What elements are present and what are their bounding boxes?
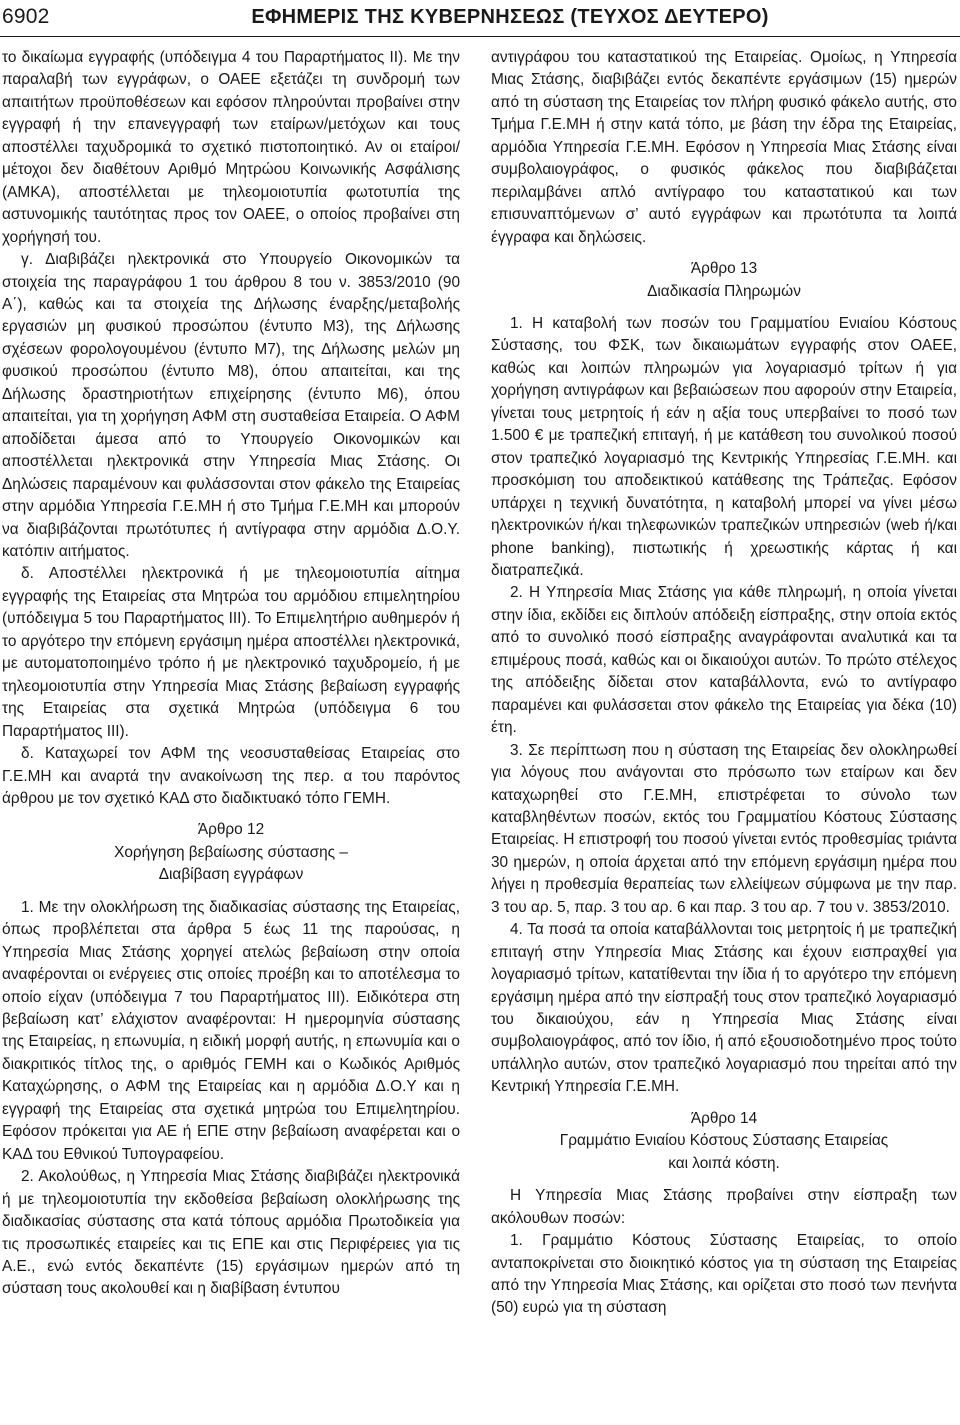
paragraph: δ. Καταχωρεί τον ΑΦΜ της νεοσυσταθείσας Εταιρείας στο Γ.Ε.ΜΗ και αναρτά την ανακοίνωση της περ. α του παρόντος άρθρου με τον σχετικό ΚΑΔ στο διαδικτυακό τόπο ΓΕΜΗ. <box>2 745 460 807</box>
paragraph: δ. Αποστέλλει ηλεκτρονικά ή με τηλεομοιοτυπία αίτημα εγγραφής της Εταιρείας στα Μητρώα του αρμόδιου επιμελητηρίου (υπόδειγμα 5 του Παραρτήματος ΙΙΙ). Το Επιμελητήριο αυθημερόν ή το αργότερο την επόμενη εργάσιμη ημέρα αποστέλλει ηλεκτρονικά, με αυτοματοποιημένο τρόπο ή με ηλεκτρονικό ταχυδρομείο, ή με τηλεομοιοτυπία στην Υπηρεσία Μιας Στάσης βεβαίωση εγγραφής της Εταιρείας στα σχετικά Μητρώα (υπόδειγμα 6 του Παραρτήματος ΙΙΙ). <box>2 565 460 740</box>
paragraph: 1. Γραμμάτιο Κόστους Σύστασης Εταιρείας, το οποίο ανταποκρίνεται στο διοικητικό κόστος για τη σύσταση της Εταιρείας από την Υπηρεσία Μιας Στάσης, και ορίζεται στο ποσό των πενήντα (50) ευρώ για τη σύσταση <box>491 1232 957 1317</box>
article-number: Άρθρο 12 <box>197 821 265 839</box>
paragraph: Η Υπηρεσία Μιας Στάσης προβαίνει στην είσπραξη των ακόλουθων ποσών: <box>491 1187 957 1227</box>
gazette-title: ΕΦΗΜΕΡΙΣ ΤΗΣ ΚΥΒΕΡΝΗΣΕΩΣ (ΤΕΥΧΟΣ ΔΕΥΤΕΡΟ) <box>251 6 769 28</box>
article-13-heading <box>491 258 957 303</box>
article-number: Άρθρο 13 <box>690 260 758 278</box>
header-rule <box>0 36 960 37</box>
left-column <box>2 47 460 1301</box>
page-header <box>0 0 960 42</box>
article-title: Διαδικασία Πληρωμών <box>647 282 801 300</box>
article-title: και λοιπά κόστη. <box>668 1154 780 1172</box>
article-12-heading <box>2 819 460 886</box>
paragraph: 2. Η Υπηρεσία Μιας Στάσης για κάθε πληρωμή, η οποία γίνεται στην ίδια, εκδίδει εις διπλούν απόδειξη είσπραξης, στην οποία εκτός από το συνολικό ποσό είσπραξης αναγράφονται αναλυτικά και τα επιμέρους ποσά, καθώς και οι δικαιούχοι αυτών. Το πρώτο στέλεχος της απόδειξης δίδεται στον καταβάλλοντα, ενώ το αντίγραφο παραμένει και φυλάσσεται στον φάκελο της Εταιρείας για δέκα (10) έτη. <box>491 584 957 737</box>
right-column <box>491 47 957 1320</box>
paragraph: 3. Σε περίπτωση που η σύσταση της Εταιρείας δεν ολοκληρωθεί για λόγους που ανάγονται στο πρόσωπο των εταίρων και δεν καταχωρηθεί στο Γ.Ε.ΜΗ, επιστρέφεται το σύνολο των καταβληθέντων ποσών, εκτός του Γραμματίου Κόστους Σύστασης Εταιρείας. Η επιστροφή του ποσού γίνεται εντός προθεσμίας τριάντα 30 ημερών, η οποία άρχεται από την επόμενη εργάσιμη ημέρα που λήγει η προθεσμία θεραπείας των ελλείψεων σύμφωνα με την παρ. 3 του αρ. 5, παρ. 3 του αρ. 6 και παρ. 3 του αρ. 7 του ν. 3853/2010. <box>491 741 957 916</box>
article-title: Χορήγηση βεβαίωσης σύστασης – <box>114 843 348 861</box>
paragraph: 2. Ακολούθως, η Υπηρεσία Μιας Στάσης διαβιβάζει ηλεκτρονικά ή με τηλεομοιοτυπία την εκδοθείσα βεβαίωση ολοκλήρωσης της διαδικασίας σύστασης στα κατά τόπους αρμόδια Πρωτοδικεία για τις προσωπικές εταιρείες και τις ΕΠΕ και στις Περιφέρειες για τις Α.Ε., ενώ εντός δεκαπέντε (15) εργάσιμων ημερών από τη σύσταση τους ακολουθεί και η διαβίβαση έντυπου <box>2 1168 460 1298</box>
paragraph: γ. Διαβιβάζει ηλεκτρονικά στο Υπουργείο Οικονομικών τα στοιχεία της παραγράφου 1 του άρθρου 8 του ν. 3853/2010 (90 Α΄), καθώς και τα στοιχεία της Δήλωσης έναρξης/μεταβολής εργασιών μη φυσικού προσώπου (έντυπο Μ3), της Δήλωσης σχέσεων φορολογουμένου (έντυπο Μ7), της Δήλωσης μελών μη φυσικού προσώπου (έντυπο Μ8), όπου απαιτείται, και της Δήλωσης δραστηριοτήτων επιχείρησης (έντυπο Μ6), όπου απαιτείται, για τη χορήγηση ΑΦΜ στη συσταθείσα Εταιρεία. Ο ΑΦΜ αποδίδεται άμεσα από το Υπουργείο Οικονομικών και αποστέλλεται ηλεκτρονικά στην Υπηρεσία Μιας Στάσης. Οι Δηλώσεις παραμένουν και φυλάσσονται στον φάκελο της Εταιρείας στην αρμόδια Υπηρεσία Γ.Ε.ΜΗ ή στο Τμήμα Γ.Ε.ΜΗ και μπορούν να διαβιβάζονται πρωτότυπες ή αντίγραφα στην αρμόδια Δ.Ο.Υ. κατόπιν αιτήματος. <box>2 251 460 560</box>
article-14-heading <box>491 1108 957 1175</box>
article-number: Άρθρο 14 <box>690 1109 758 1127</box>
article-title: Διαβίβαση εγγράφων <box>158 866 304 884</box>
paragraph: 1. Με την ολοκλήρωση της διαδικασίας σύστασης της Εταιρείας, όπως προβλέπεται στα άρθρα 5 έως 11 της παρούσας, η Υπηρεσία Μιας Στάσης χορηγεί ατελώς βεβαίωση στην οποία αναφέρονται οι ενέργειες στις οποίες προέβη και το αποτέλεσμα το οποίο είχαν (υπόδειγμα 7 του Παραρτήματος ΙΙΙ). Ειδικότερα στη βεβαίωση κατ’ ελάχιστον αναφέρονται: Η ημερομηνία σύστασης της Εταιρείας, η επωνυμία, η ειδική μορφή αυτής, η επωνυμία και ο διακριτικός τίτλος της, ο αριθμός ΓΕΜΗ και ο Κωδικός Αριθμός Καταχώρησης, ο ΑΦΜ της Εταιρείας και η αρμόδια Δ.Ο.Υ και η εγγραφή της Εταιρείας στα σχετικά μητρώα του Επιμελητηρίου. Εφόσον πρόκειται για ΑΕ ή ΕΠΕ στην βεβαίωση αναφέρεται και ο ΚΑΔ του Εθνικού Τυπογραφείου. <box>2 898 460 1163</box>
article-title: Γραμμάτιο Ενιαίου Κόστους Σύστασης Εταιρείας <box>559 1132 889 1150</box>
paragraph: 4. Τα ποσά τα οποία καταβάλλονται τοις μετρητοίς ή με τραπεζική επιταγή στην Υπηρεσία Μιας Στάσης και έχουν εισπραχθεί για λογαριασμό τρίτων, κατατίθενται την ίδια ή το αργότερο την επόμενη εργάσιμη ημέρα από την είσπραξή τους στον τραπεζικό λογαριασμό του δικαιούχου, εάν η Υπηρεσία Μιας Στάσης είναι συμβολαιογράφος, από τον ίδιο, ή από εξουσιοδοτημένο προς τούτο υπάλληλο αυτών, στον τραπεζικό λογαριασμό που τηρείται από την Κεντρική Υπηρεσία Γ.Ε.ΜΗ. <box>491 921 957 1096</box>
paragraph: αντιγράφου του καταστατικού της Εταιρείας. Ομοίως, η Υπηρεσία Μιας Στάσης, διαβιβάζει εντός δεκαπέντε εργάσιμων (15) ημερών από τη σύσταση της Εταιρείας τον πλήρη φυσικό φάκελο αυτής, στο Τμήμα Γ.Ε.ΜΗ ή στην κατά τόπο, με βάση την έδρα της Εταιρείας, αρμόδια Υπηρεσία Γ.Ε.ΜΗ. Εφόσον η Υπηρεσία Μιας Στάσης είναι συμβολαιογράφος, ο φυσικός φάκελος που διαβιβάζεται περιλαμβάνει απλό αντίγραφο του καταστατικού και των επισυναπτόμενων σ’ αυτό εγγράφων και πρωτότυπα τα λοιπά έγγραφα και δηλώσεις. <box>491 49 957 246</box>
paragraph: το δικαίωμα εγγραφής (υπόδειγμα 4 του Παραρτήματος ΙΙ). Με την παραλαβή των εγγράφων, ο ΟΑΕΕ εξετάζει τη συνδρομή των απαιτήτων προϋποθέσεων και εφόσον πληρούνται προβαίνει στην εγγραφή ή την επανεγγραφή των εταίρων/μετόχων και τους αποστέλλει ταχυδρομικά το σχετικό πιστοποιητικό. Αν οι εταίροι/μέτοχοι δεν διαθέτουν Αριθμό Μητρώου Κοινωνικής Ασφάλισης (ΑΜΚΑ), αποστέλλεται με τηλεομοιοτυπία φωτοτυπία της αστυνομικής ταυτότητας προς τον ΟΑΕΕ, ο οποίος προβαίνει στη χορήγησή του. <box>2 49 460 246</box>
page-number: 6902 <box>2 5 50 28</box>
paragraph: 1. Η καταβολή των ποσών του Γραμματίου Ενιαίου Κόστους Σύστασης, του ΦΣΚ, των δικαιωμάτων εγγραφής στον ΟΑΕΕ, καθώς και λοιπών πληρωμών για λογαριασμό τρίτων ή για χορήγηση αντιγράφων και βεβαιώσεων που αφορούν στην Εταιρεία, γίνεται τους μετρητοίς ή εάν η αξία τους υπερβαίνει το ποσό των 1.500 € με τραπεζική επιταγή, ή με κατάθεση του συνολικού ποσού στον τραπεζικό λογαριασμό της Κεντρικής Υπηρεσίας Γ.Ε.ΜΗ. και προσκόμιση του αποδεικτικού κατάθεσης της Τράπεζας. Εφόσον υπάρχει η τεχνική δυνατότητα, η καταβολή μπορεί να γίνει μέσω ηλεκτρονικών ή/και τηλεφωνικών τραπεζικών υπηρεσιών (web ή/και phone banking), πιστωτικής ή χρεωστικής κάρτας ή και διατραπεζικά. <box>491 314 957 579</box>
